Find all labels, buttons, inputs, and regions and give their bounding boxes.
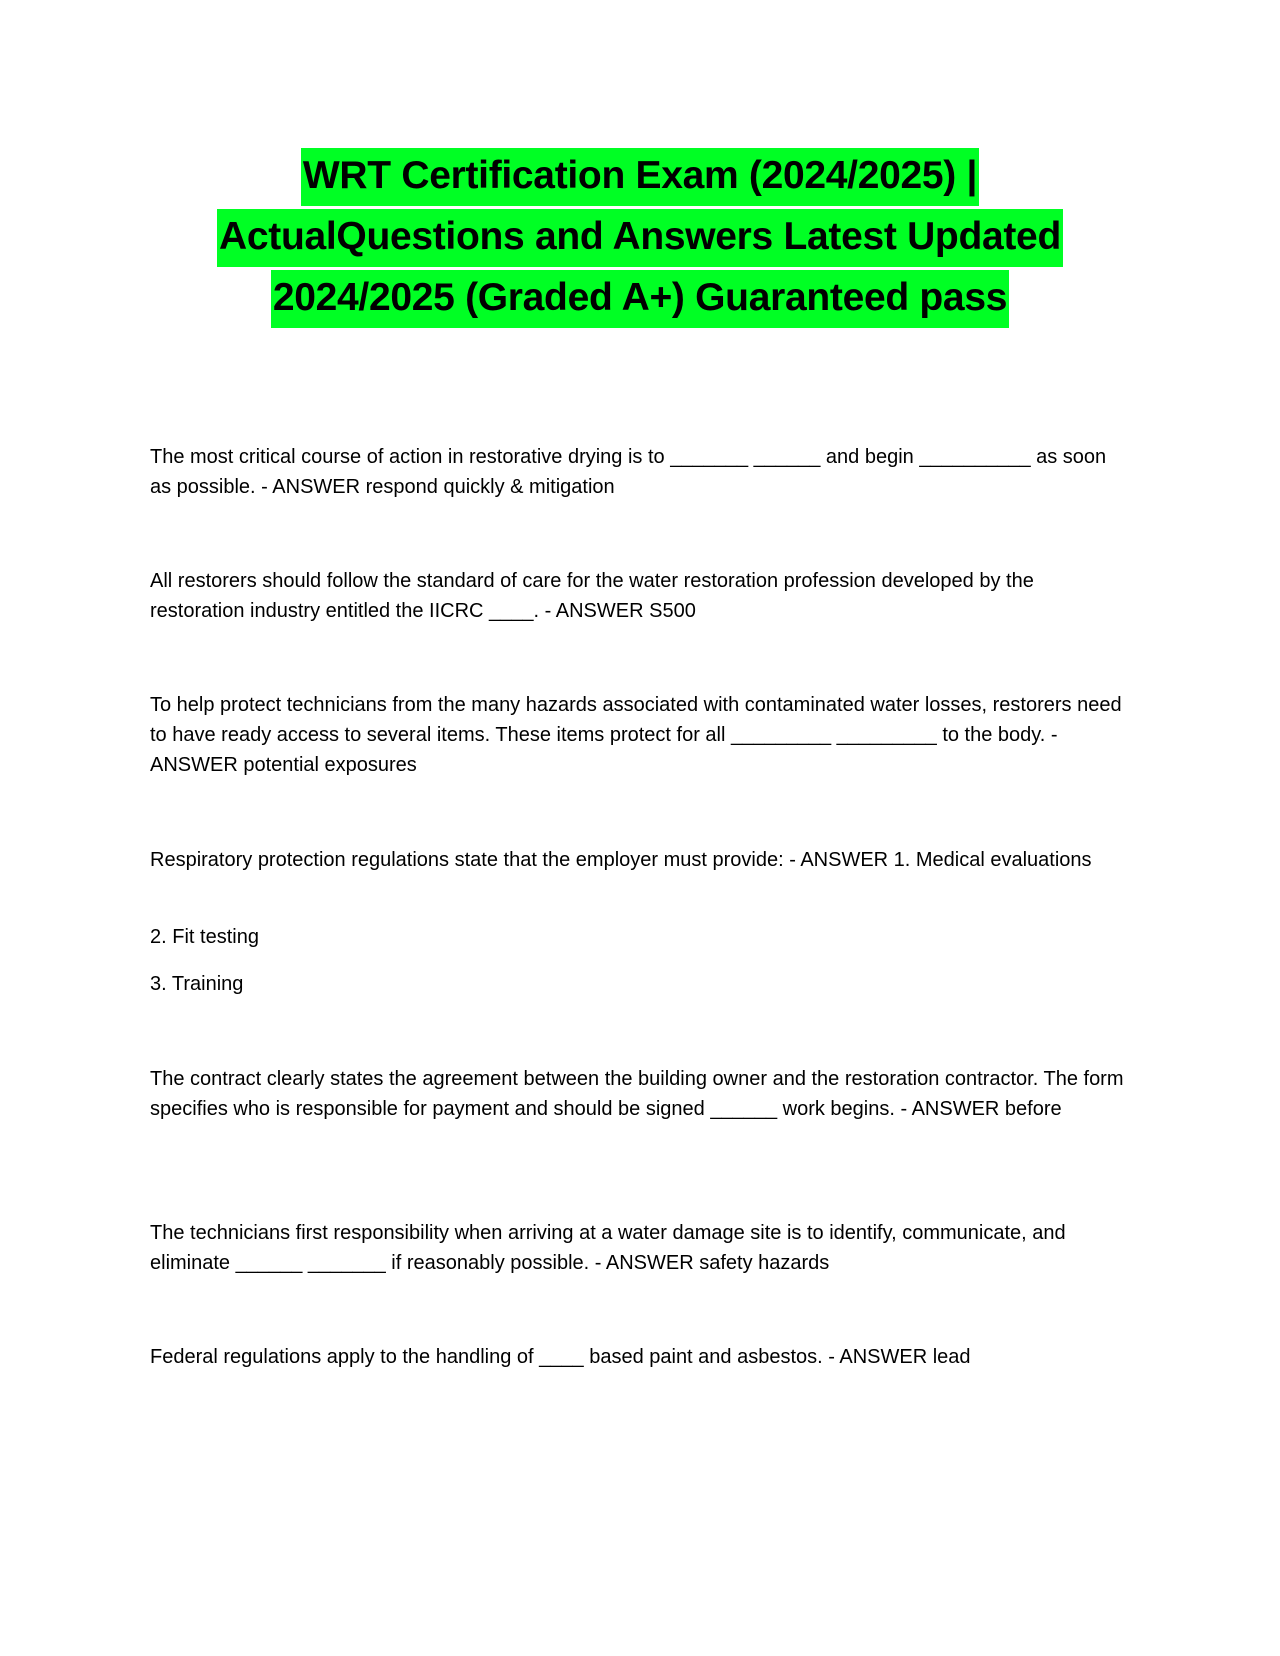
question-2: All restorers should follow the standard of care for the water restoration profession developed by the restoration industry entitled the IICRC ____. - ANSWER S500 <box>150 570 1034 622</box>
question-1: The most critical course of action in restorative drying is to _______ ______ and begin __________ as soon as possible. - ANSWER respond quickly & mitigation <box>150 446 1107 498</box>
question-4: Respiratory protection regulations state that the employer must provide: - ANSWER 1. Medical evaluations <box>150 849 1092 871</box>
title-line-3: 2024/2025 (Graded A+) Guaranteed pass <box>271 270 1009 328</box>
document-title <box>150 148 1130 331</box>
question-3: To help protect technicians from the many hazards associated with contaminated water losses, restorers need to have ready access to several items. These items protect for all _________ _________ to the body. - ANSWER potential exposures <box>150 694 1122 776</box>
title-line-2: ActualQuestions and Answers Latest Updated <box>217 209 1063 267</box>
answer-list-item: 2. Fit testing <box>150 926 259 948</box>
title-line-1: WRT Certification Exam (2024/2025) | <box>301 148 979 206</box>
question-5: The contract clearly states the agreement between the building owner and the restoration contractor. The form specifies who is responsible for payment and should be signed ______ work begins. - ANSWER before <box>150 1068 1124 1120</box>
question-6: The technicians first responsibility when arriving at a water damage site is to identify, communicate, and eliminate ______ _______ if reasonably possible. - ANSWER safety hazards <box>150 1222 1066 1274</box>
question-7: Federal regulations apply to the handling of ____ based paint and asbestos. - ANSWER lead <box>150 1346 971 1368</box>
answer-list-item: 3. Training <box>150 973 244 995</box>
